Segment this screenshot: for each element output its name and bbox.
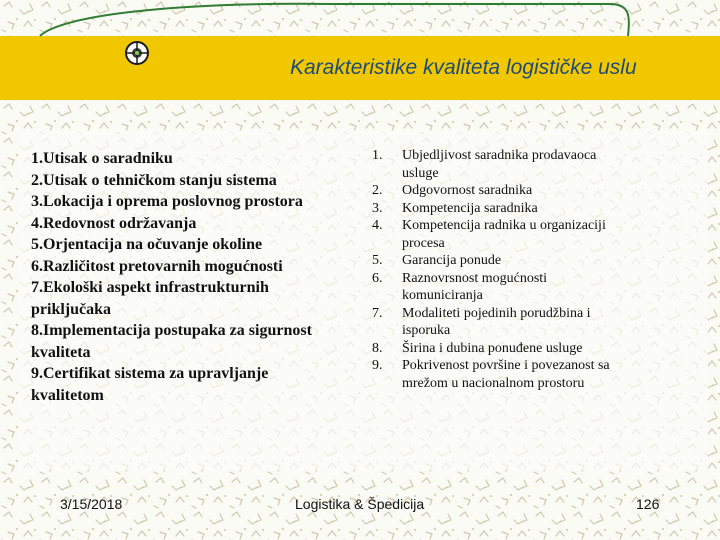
- header-curve: [0, 0, 720, 106]
- item-text: Širina i dubina ponuđene usluge: [402, 340, 583, 356]
- list-item: priključaka: [31, 300, 112, 318]
- item-text: procesa: [402, 235, 445, 251]
- list-item: [350, 147, 690, 165]
- item-text: Pokrivenost površine i povezanost sa: [402, 358, 610, 373]
- list-item: [350, 200, 690, 218]
- list-item: [350, 252, 690, 270]
- list-item: [350, 182, 690, 200]
- page-number: 126: [636, 496, 660, 512]
- list-item: 7.Ekološki aspekt infrastrukturnih: [31, 279, 269, 296]
- footer-date: 3/15/2018: [60, 496, 123, 512]
- list-item: [350, 287, 690, 305]
- item-text: Modaliteti pojedinih porudžbina i: [402, 305, 591, 321]
- item-text: Raznovrsnost mogućnosti: [402, 270, 548, 286]
- item-number: 5.: [372, 253, 383, 268]
- item-number: 3.: [372, 200, 383, 216]
- item-text: usluge: [402, 165, 439, 181]
- list-item: 1.Utisak o saradniku: [31, 150, 173, 167]
- item-text: mrežom u nacionalnom prostoru: [402, 375, 585, 391]
- item-number: 8.: [372, 340, 383, 356]
- slide-title: Karakteristike kvaliteta logističke uslu: [290, 56, 637, 79]
- list-item: [350, 165, 690, 183]
- list-item: 2.Utisak o tehničkom stanju sistema: [31, 171, 277, 189]
- item-number: 6.: [372, 270, 383, 286]
- globe-bullet-icon: [123, 39, 151, 67]
- list-item: [350, 217, 690, 235]
- list-item: 9.Certifikat sistema za upravljanje: [31, 365, 269, 382]
- list-item: kvalitetom: [31, 386, 104, 404]
- list-item: [350, 305, 690, 323]
- left-characteristics-list: [31, 148, 361, 406]
- list-item: [350, 375, 690, 393]
- list-item: 6.Različitost pretovarnih mogućnosti: [31, 257, 283, 275]
- list-item: 8.Implementacija postupaka za sigurnost: [31, 322, 312, 339]
- item-number: 1.: [372, 148, 383, 163]
- item-text: Kompetencija radnika u organizaciji: [402, 218, 606, 233]
- list-item: [350, 357, 690, 375]
- item-text: isporuka: [402, 323, 451, 338]
- item-number: 2.: [372, 183, 383, 198]
- list-item: 3.Lokacija i oprema poslovnog prostora: [31, 193, 303, 210]
- list-item: [350, 270, 690, 288]
- item-text: Odgovornost saradnika: [402, 183, 533, 198]
- item-text: komuniciranja: [402, 288, 483, 303]
- right-characteristics-list: [350, 147, 690, 392]
- list-item: 5.Orjentacija na očuvanje okoline: [31, 236, 263, 253]
- list-item: kvaliteta: [31, 343, 91, 361]
- list-item: [350, 235, 690, 253]
- list-item: 4.Redovnost održavanja: [31, 214, 197, 232]
- item-text: Kompetencija saradnika: [402, 200, 538, 216]
- item-number: 7.: [372, 305, 383, 321]
- list-item: [350, 340, 690, 358]
- item-number: 4.: [372, 218, 383, 233]
- item-text: Garancija ponude: [402, 253, 502, 268]
- footer-title: Logistika & Špedicija: [295, 496, 425, 512]
- item-number: 9.: [372, 358, 383, 373]
- item-text: Ubjedljivost saradnika prodavaoca: [402, 148, 597, 163]
- list-item: [350, 322, 690, 340]
